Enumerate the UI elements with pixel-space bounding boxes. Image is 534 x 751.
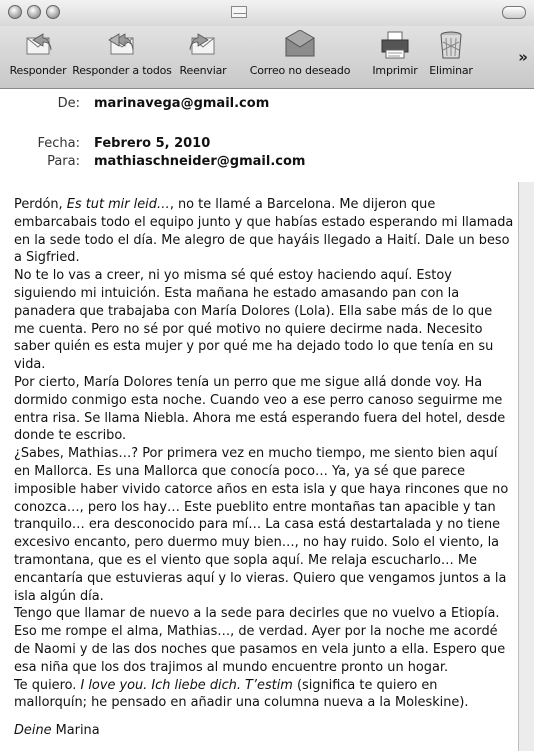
paragraph-2: No te lo vas a creer, ni yo misma sé qué estoy haciendo aquí. Estoy siguiendo mi intuición. Esta mañana he estado amasando pan con la panadera que trabajaba con María Dolores (Lola). Ella sabe más de lo que me cuenta. Pero no sé por qué motivo no quiere decirme nada. Necesito saber quién es esta mujer y por qué me ha dejado todo lo que tenía en su vida.	[14, 268, 494, 373]
paragraph-5: Tengo que llamar de nuevo a la sede para decirles que no vuelvo a Etiopía. Eso me rompe el alma, Mathias…, de verdad. Ayer por la noche me acordé de Naomi y de las dos noches que pasamos en vela junto a ella. Espero que esa niña que los dos trajimos al mundo encuentre pronto un hogar.	[14, 606, 506, 675]
signature-italic: Deine	[14, 723, 52, 739]
date-value: Febrero 5, 2010	[94, 136, 211, 151]
paragraph-3: Por cierto, María Dolores tenía un perro que me sigue allá donde voy. Ha dormido conmigo esta noche. Cuando veo a ese perro canoso seguirme me entra risa. Se llama Niebla. Ahora me está esperando fuera del hotel, desde donde te escribo.	[14, 374, 506, 444]
forward-icon	[186, 30, 220, 60]
reply-icon	[21, 30, 55, 60]
close-window-button[interactable]	[8, 5, 22, 19]
reply-all-button[interactable]	[72, 30, 172, 77]
p1-text-a: Perdón,	[14, 197, 67, 212]
envelope-icon	[231, 6, 247, 18]
from-label: De:	[57, 96, 80, 111]
paragraph-4: ¿Sabes, Mathias…? Por primera vez en mucho tiempo, me siento bien aquí en Mallorca. Es una Mallorca que conocía poco… Ya, ya sé que parece imposible haber vivido catorce años en esta isla y que haya rincones que no conozca…, pero los hay… Este pueblito entre montañas tan apacible y tan tranquilo… era desconocido para mí… La casa está destartalada y no tiene excesivo encanto, pero duermo muy bien…, no hay ruido. Solo el viento, la tramontana, que es el viento que sopla aquí. Me relaja escucharlo… Me encantaría que estuvieras aquí y lo vieras. Quiero que vengamos juntos a la isla algún día.	[14, 446, 509, 604]
date-label: Fecha:	[37, 136, 80, 151]
junk-mail-label: Correo no deseado	[249, 64, 351, 77]
to-address[interactable]: mathiaschneider@gmail.com	[94, 154, 306, 169]
from-address[interactable]: marinavega@gmail.com	[94, 96, 270, 111]
forward-label: Reenviar	[179, 64, 227, 77]
p6-italic: I love you. Ich liebe dich. T’estim	[80, 677, 293, 693]
reply-all-label: Responder a todos	[72, 64, 172, 77]
print-button[interactable]	[370, 30, 420, 77]
message-body-pane	[0, 182, 518, 751]
trash-icon	[434, 30, 468, 60]
to-label: Para:	[47, 154, 80, 169]
minimize-window-button[interactable]	[27, 5, 41, 19]
reply-all-icon	[105, 30, 139, 60]
reply-label: Responder	[9, 64, 67, 77]
vertical-scrollbar[interactable]	[518, 182, 534, 751]
printer-icon	[378, 30, 412, 60]
toolbar	[0, 26, 534, 89]
delete-label: Eliminar	[429, 64, 473, 77]
title-bar	[0, 0, 534, 26]
signature-name: Marina	[51, 723, 100, 739]
toolbar-overflow-button[interactable]: »	[518, 48, 528, 66]
junk-mail-button[interactable]	[244, 30, 356, 77]
zoom-window-button[interactable]	[46, 5, 60, 19]
p6-text-c: (significa te quiero en mallorquín; he pensado en añadir una columna nueva a la Moleskine).	[14, 677, 469, 711]
junk-mail-icon	[283, 30, 317, 60]
print-label: Imprimir	[372, 64, 418, 77]
delete-button[interactable]	[424, 30, 478, 77]
p1-text-c: , no te llamé a Barcelona. Me dijeron que embarcabais todo el equipo junto y que habías estado esperando mi llamada en la sede todo el día. Me alegro de que hayáis llegado a Haití. Dale un beso a Sigfried.	[14, 197, 514, 266]
paragraph-6	[14, 677, 514, 713]
message-body	[14, 196, 514, 740]
message-headers	[0, 89, 534, 181]
toolbar-toggle-button[interactable]	[502, 6, 526, 19]
reply-button[interactable]	[8, 30, 68, 77]
paragraph-1	[14, 196, 514, 267]
forward-button[interactable]	[176, 30, 230, 77]
p6-text-a: Te quiero.	[14, 677, 81, 693]
signature	[14, 722, 514, 740]
p1-italic: Es tut mir leid…	[66, 197, 170, 212]
